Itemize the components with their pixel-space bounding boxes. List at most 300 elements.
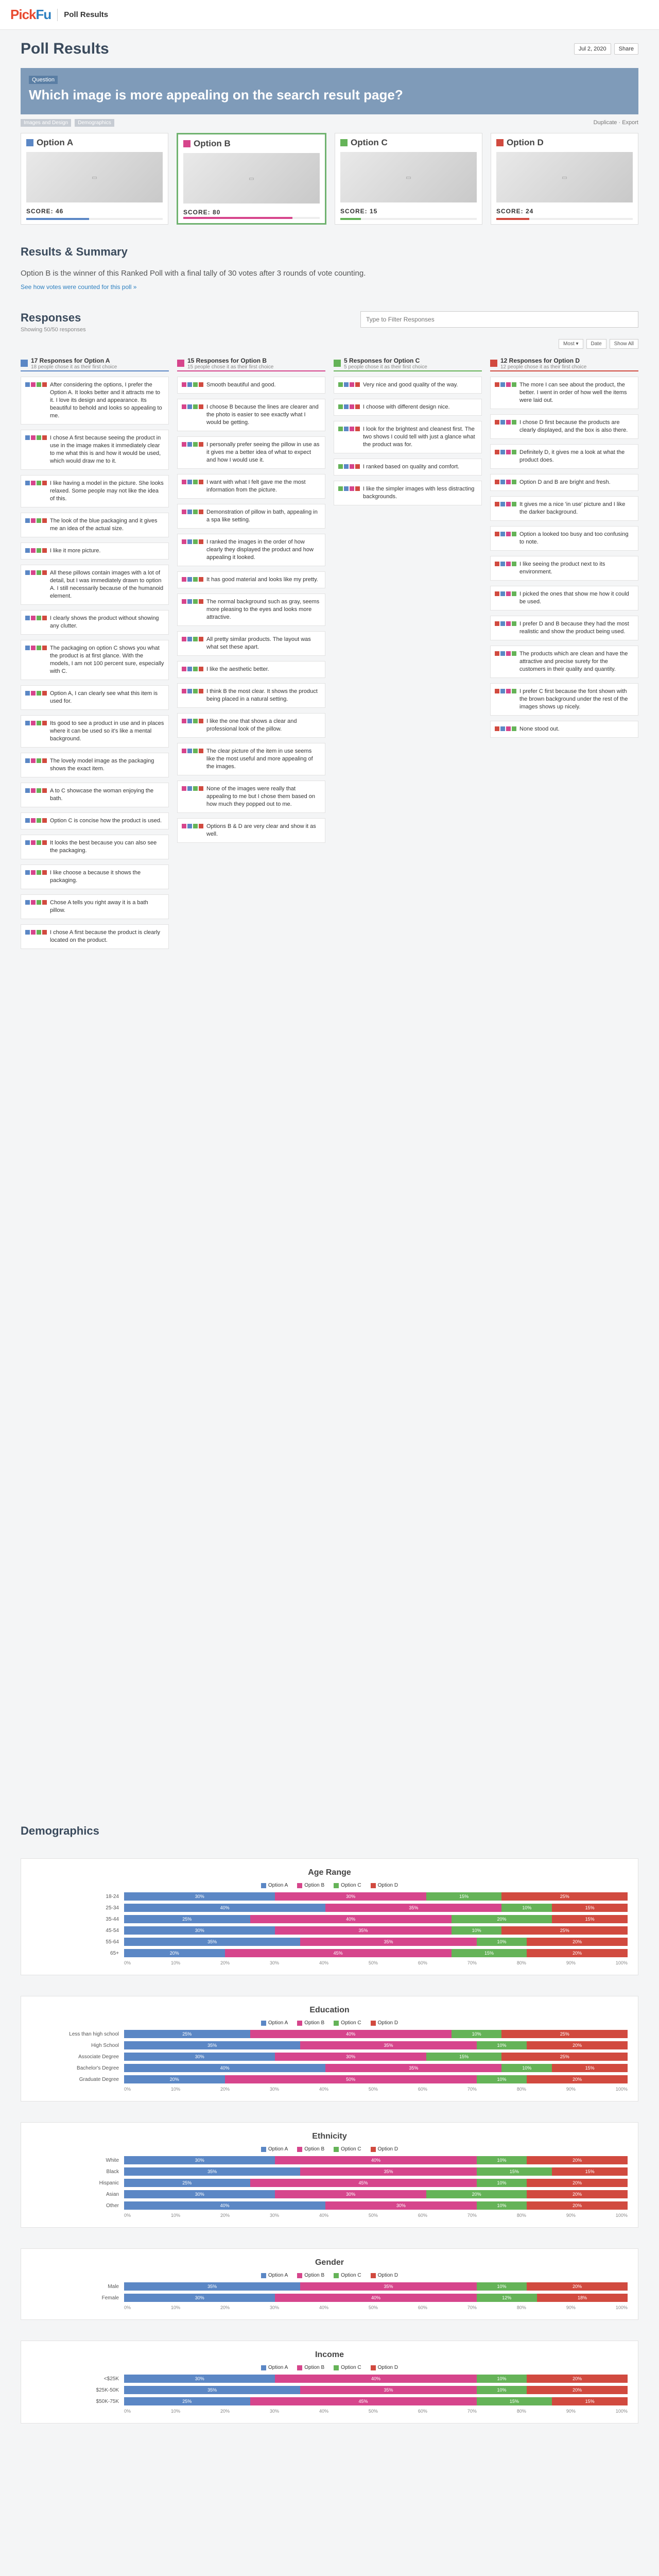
page-title: Poll Results: [21, 40, 109, 57]
bar-segment[interactable]: 15%: [552, 2397, 628, 2405]
option-name: Option B: [194, 139, 231, 148]
option-score: SCORE: 80: [183, 209, 221, 216]
bar-segment[interactable]: 10%: [477, 2075, 527, 2083]
response-card[interactable]: [490, 414, 638, 439]
bar-segment[interactable]: 35%: [124, 2386, 300, 2394]
response-card[interactable]: [21, 865, 169, 889]
response-text: I choose B because the lines are clearer and the photo is easier to see exactly what I would be getting.: [206, 404, 319, 426]
bar-segment[interactable]: 40%: [250, 1915, 452, 1923]
response-card[interactable]: [21, 924, 169, 949]
bar-segment[interactable]: 10%: [477, 2156, 527, 2164]
response-card[interactable]: [21, 812, 169, 829]
row-label: 45-54: [106, 1927, 119, 1934]
legend-item: Option D: [371, 1883, 398, 1888]
rank-dots: [495, 501, 516, 516]
bar-segment[interactable]: 25%: [501, 1926, 628, 1935]
response-text: A to C showcase the woman enjoying the bath.: [50, 788, 154, 802]
legend-item: Option C: [334, 2273, 361, 2278]
response-text: It has good material and looks like my pretty.: [206, 577, 318, 583]
rank-dots: [25, 787, 47, 803]
option-image[interactable]: ▭: [183, 153, 320, 204]
response-card[interactable]: [21, 543, 169, 560]
bar-segment[interactable]: 50%: [225, 2075, 477, 2083]
response-card[interactable]: [490, 646, 638, 678]
response-card[interactable]: [21, 685, 169, 710]
bar-segment[interactable]: 35%: [124, 2041, 300, 2049]
legend-item: Option B: [297, 2273, 324, 2278]
response-text: I like it more picture.: [50, 548, 101, 554]
rank-dots: [495, 650, 516, 673]
demographic-chart: [21, 1858, 638, 1975]
response-column: [21, 356, 169, 1804]
question-actions[interactable]: Duplicate · Export: [593, 120, 638, 126]
bar-segment[interactable]: 20%: [124, 1949, 225, 1957]
bar-segment[interactable]: 15%: [426, 2053, 502, 2061]
response-card[interactable]: [21, 783, 169, 807]
sort-button[interactable]: Most ▾: [559, 339, 583, 349]
chart-row: [31, 2075, 628, 2083]
response-card[interactable]: [177, 594, 325, 626]
axis-tick: 60%: [418, 2305, 427, 2310]
question-header: [21, 68, 638, 114]
chart-row: [31, 1926, 628, 1935]
chart-row: [31, 1892, 628, 1901]
demographics-heading: Demographics: [21, 1824, 99, 1837]
response-card[interactable]: [334, 481, 482, 505]
rank-dots: [25, 480, 47, 503]
bar-segment[interactable]: 35%: [325, 2064, 501, 2072]
bar-segment[interactable]: 30%: [124, 2375, 275, 2383]
axis-tick: 10%: [170, 1960, 180, 1965]
response-card[interactable]: [21, 894, 169, 919]
response-card[interactable]: [177, 683, 325, 708]
chart-row: [31, 2294, 628, 2302]
axis-tick: 100%: [615, 2305, 628, 2310]
divider: [57, 9, 58, 21]
response-card[interactable]: [21, 715, 169, 748]
responses-count: Showing 50/50 responses: [21, 327, 86, 333]
bar-segment[interactable]: 15%: [552, 1915, 628, 1923]
axis-tick: 70%: [467, 2213, 477, 2218]
bar-segment[interactable]: 30%: [275, 2053, 426, 2061]
rank-dots: [182, 403, 203, 427]
row-label: 65+: [110, 1950, 119, 1956]
response-column: [334, 356, 482, 1804]
response-card[interactable]: [177, 781, 325, 813]
response-column: [490, 356, 638, 1804]
response-card[interactable]: [21, 565, 169, 605]
response-card[interactable]: [21, 430, 169, 470]
option-card[interactable]: [177, 133, 326, 225]
response-card[interactable]: [490, 556, 638, 581]
responses-section: [21, 311, 638, 1804]
row-label: Black: [106, 2168, 119, 2175]
axis-tick: 100%: [615, 2087, 628, 2092]
bar-segment[interactable]: 10%: [477, 1938, 527, 1946]
option-score: SCORE: 24: [496, 208, 534, 215]
bar-segment[interactable]: 30%: [124, 2294, 275, 2302]
bar-segment[interactable]: 25%: [124, 2030, 250, 2038]
response-card[interactable]: [177, 661, 325, 678]
top-bar: [0, 0, 659, 30]
logo[interactable]: PickFu: [10, 7, 51, 22]
response-text: The look of the blue packaging and it gives me an idea of the actual size.: [50, 518, 158, 532]
rank-dots: [182, 538, 203, 562]
rank-dots: [182, 509, 203, 524]
axis-tick: 10%: [170, 2305, 180, 2310]
axis-tick: 0%: [124, 2213, 131, 2218]
response-text: I like having a model in the picture. She looks relaxed. Some people may not like the idea of this.: [50, 480, 164, 502]
bar-segment[interactable]: 18%: [537, 2294, 628, 2302]
response-card[interactable]: [490, 616, 638, 640]
axis-tick: 90%: [566, 1960, 576, 1965]
sort-date-button[interactable]: Date: [586, 339, 606, 349]
bar-segment[interactable]: 20%: [527, 1949, 628, 1957]
bar-segment[interactable]: 30%: [275, 2190, 426, 2198]
response-column: [177, 356, 325, 1804]
bar-segment[interactable]: 35%: [124, 2282, 300, 2291]
chart-row: [31, 2064, 628, 2072]
axis-tick: 0%: [124, 2409, 131, 2414]
response-card[interactable]: [177, 534, 325, 566]
option-score-bar: [26, 218, 163, 220]
chart-row: [31, 2190, 628, 2198]
axis-tick: 70%: [467, 2087, 477, 2092]
chart-row: [31, 2041, 628, 2049]
response-card[interactable]: [334, 377, 482, 394]
results-summary: [21, 245, 638, 291]
response-card[interactable]: [177, 504, 325, 529]
rank-dots: [495, 590, 516, 606]
page-header: [0, 30, 659, 68]
responses-heading: Responses: [21, 311, 81, 324]
bar-segment[interactable]: 10%: [477, 2375, 527, 2383]
rank-dots: [495, 725, 516, 733]
response-card[interactable]: [21, 475, 169, 507]
bar-segment[interactable]: 35%: [300, 2282, 476, 2291]
chart-row: [31, 2053, 628, 2061]
bar-segment[interactable]: 40%: [275, 2294, 476, 2302]
axis-tick: 0%: [124, 2087, 131, 2092]
row-label: Associate Degree: [78, 2054, 119, 2060]
rank-dots: [182, 688, 203, 703]
bar-segment[interactable]: 45%: [250, 2397, 477, 2405]
rank-dots: [182, 479, 203, 494]
chart-row: [31, 1938, 628, 1946]
bar-segment[interactable]: 30%: [124, 2190, 275, 2198]
response-text: The lovely model image as the packaging shows the exact item.: [50, 758, 154, 772]
axis-tick: 50%: [368, 2213, 378, 2218]
axis-tick: 50%: [368, 1960, 378, 1965]
row-label: 35-44: [106, 1916, 119, 1922]
bar-segment[interactable]: 35%: [300, 1938, 476, 1946]
row-label: $50K-75K: [96, 2398, 119, 2404]
chart-row: [31, 2167, 628, 2176]
bar-segment[interactable]: 10%: [477, 2386, 527, 2394]
filter-input[interactable]: [360, 311, 638, 328]
axis-tick: 10%: [170, 2409, 180, 2414]
bar-segment[interactable]: 15%: [452, 1949, 527, 1957]
share-button[interactable]: Share: [614, 43, 638, 55]
rank-dots: [495, 479, 516, 486]
show-all-button[interactable]: Show All: [610, 339, 638, 349]
response-card[interactable]: [177, 631, 325, 656]
bar-segment[interactable]: 25%: [124, 2179, 250, 2187]
bar-segment[interactable]: 20%: [527, 2282, 628, 2291]
bar-segment[interactable]: 10%: [452, 1926, 502, 1935]
response-card[interactable]: [490, 444, 638, 469]
bar-segment[interactable]: 25%: [501, 1892, 628, 1901]
axis-tick: 70%: [467, 2305, 477, 2310]
response-text: I prefer D and B because they had the most realistic and show the product being used.: [519, 621, 629, 635]
response-text: The normal background such as gray, seems more pleasing to the eyes and looks more attractive.: [206, 599, 320, 620]
response-card[interactable]: [334, 421, 482, 453]
rank-dots: [338, 403, 360, 411]
response-text: I want with what I felt gave me the most information from the picture.: [206, 479, 306, 493]
bar-segment[interactable]: 25%: [124, 2397, 250, 2405]
bar-segment[interactable]: 40%: [275, 2156, 476, 2164]
bar-segment[interactable]: 20%: [527, 1938, 628, 1946]
bar-segment[interactable]: 35%: [300, 2041, 476, 2049]
response-card[interactable]: [177, 377, 325, 394]
response-card[interactable]: [490, 474, 638, 491]
rank-dots: [495, 688, 516, 711]
bar-segment[interactable]: 10%: [477, 2041, 527, 2049]
response-text: None of the images were really that appealing to me but I chose them based on how much they popped out to me.: [206, 786, 315, 807]
response-card[interactable]: [490, 526, 638, 551]
chart-row: [31, 2156, 628, 2164]
bar-segment[interactable]: 45%: [250, 2179, 477, 2187]
bar-segment[interactable]: 30%: [124, 1892, 275, 1901]
response-card[interactable]: [21, 513, 169, 537]
chart-title: Age Range: [308, 1868, 351, 1877]
axis-tick: 30%: [269, 2305, 279, 2310]
tag[interactable]: Demographics: [75, 119, 114, 127]
legend-item: Option C: [334, 2365, 361, 2370]
response-text: I personally prefer seeing the pillow in use as it gives me a better idea of what to expect and how I would use it.: [206, 442, 320, 463]
bar-segment[interactable]: 15%: [426, 1892, 502, 1901]
rank-dots: [182, 441, 203, 464]
response-text: Option A, I can clearly see what this item is used for.: [50, 690, 158, 704]
axis-tick: 100%: [615, 1960, 628, 1965]
bar-segment[interactable]: 40%: [250, 2030, 452, 2038]
axis-tick: 80%: [516, 2305, 526, 2310]
bar-segment[interactable]: 15%: [552, 2167, 628, 2176]
options-row: [21, 133, 638, 225]
row-label: Hispanic: [99, 2180, 119, 2186]
rank-dots: [338, 463, 360, 471]
axis-tick: 60%: [418, 1960, 427, 1965]
axis-tick: 80%: [516, 2409, 526, 2414]
response-text: I prefer C first because the font shown with the brown background under the rest of the images shows up nicely.: [519, 688, 628, 710]
bar-segment[interactable]: 45%: [225, 1949, 452, 1957]
rank-dots: [495, 449, 516, 464]
bar-segment[interactable]: 15%: [477, 2397, 552, 2405]
bar-segment[interactable]: 35%: [124, 2167, 300, 2176]
bar-segment[interactable]: 20%: [527, 2375, 628, 2383]
response-text: Options B & D are very clear and show it as well.: [206, 823, 316, 837]
rank-dots: [25, 929, 47, 944]
bar-segment[interactable]: 30%: [275, 1892, 426, 1901]
rank-dots: [338, 381, 360, 389]
option-card[interactable]: [335, 133, 482, 225]
bar-segment[interactable]: 20%: [527, 2201, 628, 2210]
option-image[interactable]: ▭: [496, 152, 633, 202]
response-card[interactable]: [177, 399, 325, 431]
option-image[interactable]: ▭: [340, 152, 477, 202]
response-card[interactable]: [21, 610, 169, 635]
bar-segment[interactable]: 10%: [477, 2179, 527, 2187]
response-card[interactable]: [177, 571, 325, 588]
axis-tick: 30%: [269, 2213, 279, 2218]
bar-segment[interactable]: 35%: [325, 1904, 501, 1912]
column-title: 12 Responses for Option D: [500, 357, 580, 364]
axis-tick: 10%: [170, 2213, 180, 2218]
legend-item: Option A: [261, 2273, 288, 2278]
bar-segment[interactable]: 30%: [325, 2201, 476, 2210]
bar-segment[interactable]: 20%: [527, 2179, 628, 2187]
legend-item: Option B: [297, 2365, 324, 2370]
response-card[interactable]: [490, 496, 638, 521]
axis-tick: 40%: [319, 2409, 328, 2414]
response-text: I like choose a because it shows the packaging.: [50, 870, 141, 884]
response-card[interactable]: [177, 436, 325, 469]
column-subtitle: 5 people chose it as their first choice: [344, 364, 427, 370]
legend-item: Option C: [334, 2020, 361, 2026]
option-color-swatch: [496, 139, 504, 146]
response-text: I picked the ones that show me how it could be used.: [519, 591, 629, 605]
axis-tick: 90%: [566, 2087, 576, 2092]
response-card[interactable]: [177, 713, 325, 738]
bar-segment[interactable]: 10%: [452, 2030, 502, 2038]
response-text: It gives me a nice 'in use' picture and I like the darker background.: [519, 501, 626, 515]
bar-segment[interactable]: 20%: [124, 2075, 225, 2083]
rank-dots: [182, 748, 203, 771]
bar-segment[interactable]: 10%: [501, 1904, 552, 1912]
bar-segment[interactable]: 25%: [124, 1915, 250, 1923]
response-card[interactable]: [490, 377, 638, 409]
bar-segment[interactable]: 35%: [300, 2386, 476, 2394]
response-card[interactable]: [21, 377, 169, 425]
axis-tick: 60%: [418, 2213, 427, 2218]
axis-tick: 0%: [124, 1960, 131, 1965]
response-card[interactable]: [21, 835, 169, 859]
bar-segment[interactable]: 30%: [124, 2156, 275, 2164]
tag[interactable]: Images and Design: [21, 119, 71, 127]
bar-segment[interactable]: 20%: [452, 1915, 552, 1923]
option-color-swatch: [183, 140, 190, 147]
response-card[interactable]: [490, 683, 638, 716]
legend-item: Option A: [261, 2020, 288, 2026]
option-score: SCORE: 15: [340, 208, 378, 215]
axis-tick: 100%: [615, 2409, 628, 2414]
response-card[interactable]: [177, 474, 325, 499]
axis-tick: 0%: [124, 2305, 131, 2310]
bar-segment[interactable]: 35%: [124, 1938, 300, 1946]
response-card[interactable]: [177, 743, 325, 775]
rank-dots: [25, 690, 47, 705]
legend-item: Option B: [297, 2146, 324, 2152]
option-card[interactable]: [21, 133, 168, 225]
response-text: Chose A tells you right away it is a bath pillow.: [50, 900, 148, 913]
bar-segment[interactable]: 15%: [552, 2064, 628, 2072]
axis-tick: 40%: [319, 1960, 328, 1965]
rank-dots: [182, 785, 203, 808]
axis-tick: 70%: [467, 2409, 477, 2414]
bar-segment[interactable]: 20%: [426, 2190, 527, 2198]
bar-segment[interactable]: 20%: [527, 2041, 628, 2049]
bar-segment[interactable]: 10%: [477, 2201, 527, 2210]
bar-segment[interactable]: 12%: [477, 2294, 537, 2302]
bar-segment[interactable]: 30%: [124, 1926, 275, 1935]
response-card[interactable]: [177, 818, 325, 843]
chart-row: [31, 2375, 628, 2383]
response-card[interactable]: [21, 640, 169, 680]
column-title: 17 Responses for Option A: [31, 357, 110, 364]
bar-segment[interactable]: 15%: [552, 1904, 628, 1912]
axis-tick: 40%: [319, 2305, 328, 2310]
axis-tick: 100%: [615, 2213, 628, 2218]
legend-item: Option D: [371, 2146, 398, 2152]
bar-segment[interactable]: 15%: [477, 2167, 552, 2176]
rank-dots: [338, 485, 360, 501]
vote-count-link[interactable]: See how votes were counted for this poll »: [21, 283, 137, 291]
response-card[interactable]: [334, 399, 482, 416]
bar-segment[interactable]: 40%: [124, 2201, 325, 2210]
row-label: Other: [106, 2202, 119, 2209]
response-text: Option D and B are bright and fresh.: [519, 479, 611, 485]
axis-tick: 20%: [220, 2305, 230, 2310]
bar-segment[interactable]: 20%: [527, 2386, 628, 2394]
response-text: I think B the most clear. It shows the product being placed in a natural setting.: [206, 688, 318, 702]
response-text: Demonstration of pillow in bath, appealing in a spa like setting.: [206, 509, 318, 523]
chart-title: Income: [315, 2350, 344, 2359]
response-card[interactable]: [490, 586, 638, 611]
response-text: Option a looked too busy and too confusing to note.: [519, 531, 629, 545]
response-card[interactable]: [21, 753, 169, 777]
bar-segment[interactable]: 10%: [501, 2064, 552, 2072]
bar-segment[interactable]: 30%: [124, 2053, 275, 2061]
summary-heading: Results & Summary: [21, 245, 128, 258]
option-card[interactable]: [491, 133, 638, 225]
bar-segment[interactable]: 20%: [527, 2190, 628, 2198]
response-text: I like seeing the product next to its environment.: [519, 561, 605, 575]
bar-segment[interactable]: 35%: [300, 2167, 476, 2176]
row-label: Male: [108, 2283, 119, 2290]
bar-segment[interactable]: 40%: [124, 2064, 325, 2072]
bar-segment[interactable]: 40%: [275, 2375, 476, 2383]
legend-item: Option C: [334, 1883, 361, 1888]
axis-tick: 30%: [269, 2087, 279, 2092]
response-text: I look for the brightest and cleanest first. The two shows I could tell with just a glance what the product was for.: [363, 426, 475, 448]
bar-segment[interactable]: 20%: [527, 2075, 628, 2083]
bar-segment[interactable]: 25%: [501, 2053, 628, 2061]
bar-segment[interactable]: 35%: [275, 1926, 451, 1935]
rank-dots: [182, 823, 203, 838]
option-image[interactable]: ▭: [26, 152, 163, 202]
response-text: All pretty similar products. The layout was what set these apart.: [206, 636, 311, 650]
axis-tick: 30%: [269, 2409, 279, 2414]
bar-segment[interactable]: 20%: [527, 2156, 628, 2164]
response-card[interactable]: [490, 721, 638, 738]
bar-segment[interactable]: 25%: [501, 2030, 628, 2038]
response-text: Option C is concise how the product is used.: [50, 818, 162, 824]
response-card[interactable]: [334, 459, 482, 476]
bar-segment[interactable]: 10%: [477, 2282, 527, 2291]
legend-item: Option A: [261, 1883, 288, 1888]
response-text: I like the simpler images with less distracting backgrounds.: [363, 486, 475, 500]
bar-segment[interactable]: 40%: [124, 1904, 325, 1912]
